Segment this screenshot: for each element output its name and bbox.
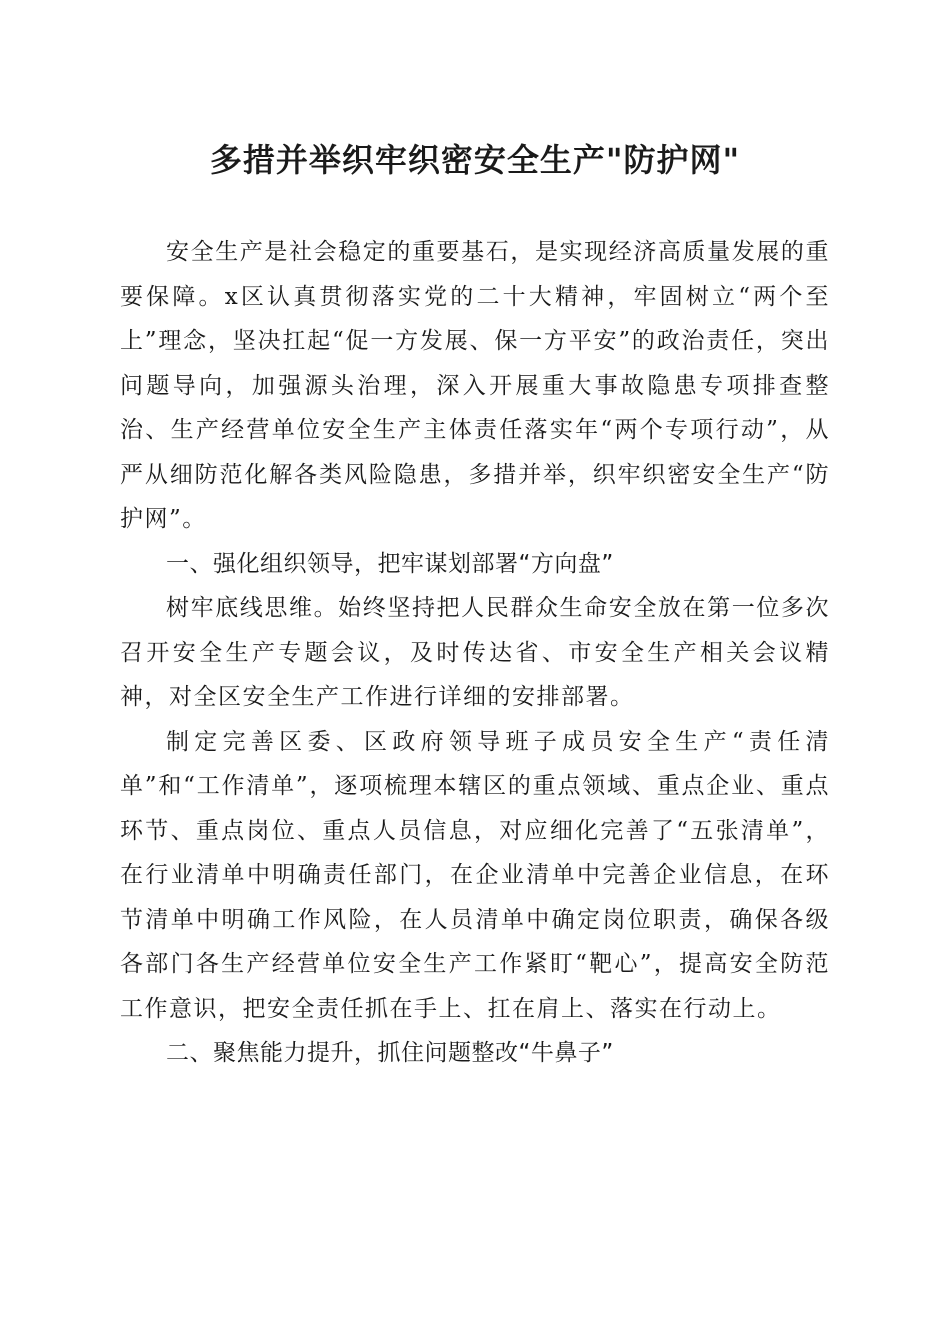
- document-title: 多措并举织牢织密安全生产"防护网": [209, 141, 741, 179]
- section-1-paragraph-1: 树牢底线思维。始终坚持把人民群众生命安全放在第一位多次召开安全生产专题会议，及时传达省、市安全生产相关会议精神，对全区安全生产工作进行详细的安排部署。: [120, 595, 830, 710]
- section-1-heading: 一、强化组织领导，把牢谋划部署“方向盘”: [166, 550, 614, 577]
- intro-paragraph: 安全生产是社会稳定的重要基石，是实现经济高质量发展的重要保障。x区认真贯彻落实党的二十大精神，牢固树立“两个至上”理念，坚决扛起“促一方发展、保一方平安”的政治责任，突出问题导向，加强源头治理，深入开展重大事故隐患专项排查整治、生产经营单位安全生产主体责任落实年“两个专项行动”，从严从细防范化解各类风险隐患，多措并举，织牢织密安全生产“防护网”。: [120, 239, 830, 532]
- section-2-heading: 二、聚焦能力提升，抓住问题整改“牛鼻子”: [166, 1040, 614, 1066]
- document-body: [120, 230, 830, 1076]
- section-1-paragraph-2: 制定完善区委、区政府领导班子成员安全生产“责任清单”和“工作清单”，逐项梳理本辖区的重点领域、重点企业、重点环节、重点岗位、重点人员信息，对应细化完善了“五张清单”，在行业清单中明确责任部门，在企业清单中完善企业信息，在环节清单中明确工作风险，在人员清单中确定岗位职责，确保各级各部门各生产经营单位安全生产工作紧盯“靶心”，提高安全防范工作意识，把安全责任抓在手上、扛在肩上、落实在行动上。: [120, 728, 830, 1022]
